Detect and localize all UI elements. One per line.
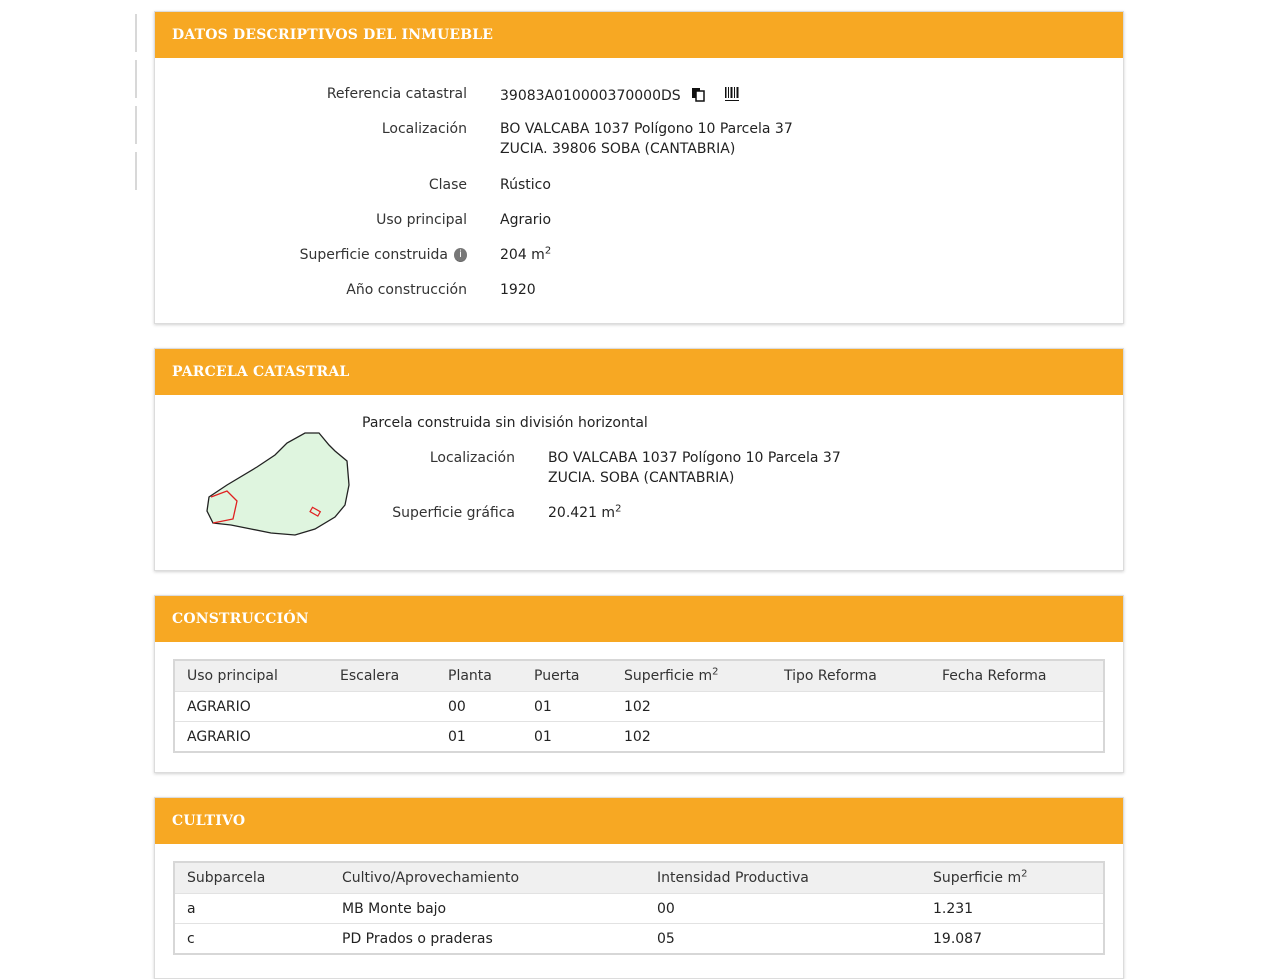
col-fecha-reforma: Fecha Reforma (930, 660, 1104, 692)
col-cultivo: Cultivo/Aprovechamiento (330, 862, 645, 894)
clase-label: Clase (428, 177, 467, 193)
datos-descriptivos-panel (154, 11, 1124, 324)
col-escalera: Escalera (328, 660, 436, 692)
table-row (174, 722, 1104, 753)
anio-construccion-value: 1920 (500, 282, 536, 298)
table-row (174, 924, 1104, 955)
left-divider (135, 14, 137, 52)
parcel-map[interactable] (199, 425, 359, 537)
table-cell: PD Prados o praderas (330, 924, 645, 955)
table-cell (772, 692, 930, 722)
clase-value: Rústico (500, 177, 551, 193)
table-cell: 01 (522, 722, 612, 753)
col-puerta: Puerta (522, 660, 612, 692)
superficie-construida-value (500, 247, 551, 263)
localizacion-line1: BO VALCABA 1037 Polígono 10 Parcela 37 (500, 121, 793, 137)
col-subparcela: Subparcela (174, 862, 330, 894)
table-cell: 00 (645, 894, 921, 924)
table-cell (930, 692, 1104, 722)
superscript: 2 (712, 666, 719, 678)
construccion-panel (154, 595, 1124, 773)
panel-header: CONSTRUCCIÓN (155, 596, 1123, 642)
table-cell (930, 722, 1104, 753)
table-cell: AGRARIO (174, 692, 328, 722)
localizacion-label: Localización (381, 121, 467, 137)
superficie-construida-number: 204 m (500, 247, 545, 263)
superficie-grafica-number: 20.421 m (548, 505, 616, 521)
table-cell: 102 (612, 722, 772, 753)
table-cell (772, 722, 930, 753)
table-cell: MB Monte bajo (330, 894, 645, 924)
col-superficie (921, 862, 1104, 894)
superscript: 2 (1021, 868, 1028, 880)
table-row (174, 692, 1104, 722)
table-header-row (174, 862, 1104, 894)
left-divider (135, 60, 137, 98)
anio-construccion-label: Año construcción (346, 282, 467, 298)
col-uso-principal: Uso principal (174, 660, 328, 692)
uso-principal-value: Agrario (500, 212, 552, 228)
superficie-grafica-label: Superficie gráfica (392, 505, 515, 521)
barcode-icon[interactable] (724, 86, 740, 106)
table-cell: 1.231 (921, 894, 1104, 924)
referencia-value (500, 86, 740, 106)
table-row (174, 894, 1104, 924)
localizacion-value (500, 119, 793, 159)
col-tipo-reforma: Tipo Reforma (772, 660, 930, 692)
construccion-table (173, 659, 1105, 753)
col-intensidad: Intensidad Productiva (645, 862, 921, 894)
table-cell (328, 722, 436, 753)
localizacion-line2: ZUCIA. 39806 SOBA (CANTABRIA) (500, 141, 736, 157)
col-superficie (612, 660, 772, 692)
parcela-localizacion-label: Localización (429, 450, 515, 466)
table-cell: c (174, 924, 330, 955)
table-cell: 05 (645, 924, 921, 955)
panel-header: CULTIVO (155, 798, 1123, 844)
col-superficie-text: Superficie m (933, 870, 1022, 886)
panel-header: PARCELA CATASTRAL (155, 349, 1123, 395)
table-cell: 102 (612, 692, 772, 722)
parcela-localizacion-line1: BO VALCABA 1037 Polígono 10 Parcela 37 (548, 450, 841, 466)
col-superficie-text: Superficie m (624, 668, 713, 684)
table-cell: a (174, 894, 330, 924)
table-cell (328, 692, 436, 722)
parcela-localizacion-value (548, 448, 841, 488)
left-divider (135, 106, 137, 144)
cultivo-table (173, 861, 1105, 955)
superficie-construida-text: Superficie construida (299, 247, 448, 263)
info-icon[interactable]: i (454, 248, 467, 262)
table-cell: 19.087 (921, 924, 1104, 955)
referencia-label: Referencia catastral (326, 86, 467, 102)
copy-icon[interactable] (691, 87, 705, 106)
panel-header: DATOS DESCRIPTIVOS DEL INMUEBLE (155, 12, 1123, 58)
table-cell: 00 (436, 692, 522, 722)
table-header-row (174, 660, 1104, 692)
uso-principal-label: Uso principal (376, 212, 467, 228)
superscript: 2 (544, 245, 552, 257)
parcela-catastral-panel (154, 348, 1124, 571)
superscript: 2 (615, 503, 622, 515)
table-cell: AGRARIO (174, 722, 328, 753)
cultivo-panel (154, 797, 1124, 979)
parcela-localizacion-line2: ZUCIA. SOBA (CANTABRIA) (548, 470, 735, 486)
superficie-construida-label (300, 247, 467, 263)
table-cell: 01 (522, 692, 612, 722)
superficie-grafica-value (548, 505, 621, 521)
table-cell: 01 (436, 722, 522, 753)
parcela-subtitle: Parcela construida sin división horizontal (362, 415, 648, 431)
col-planta: Planta (436, 660, 522, 692)
referencia-text[interactable]: 39083A010000370000DS (500, 88, 681, 104)
left-divider (135, 152, 137, 190)
